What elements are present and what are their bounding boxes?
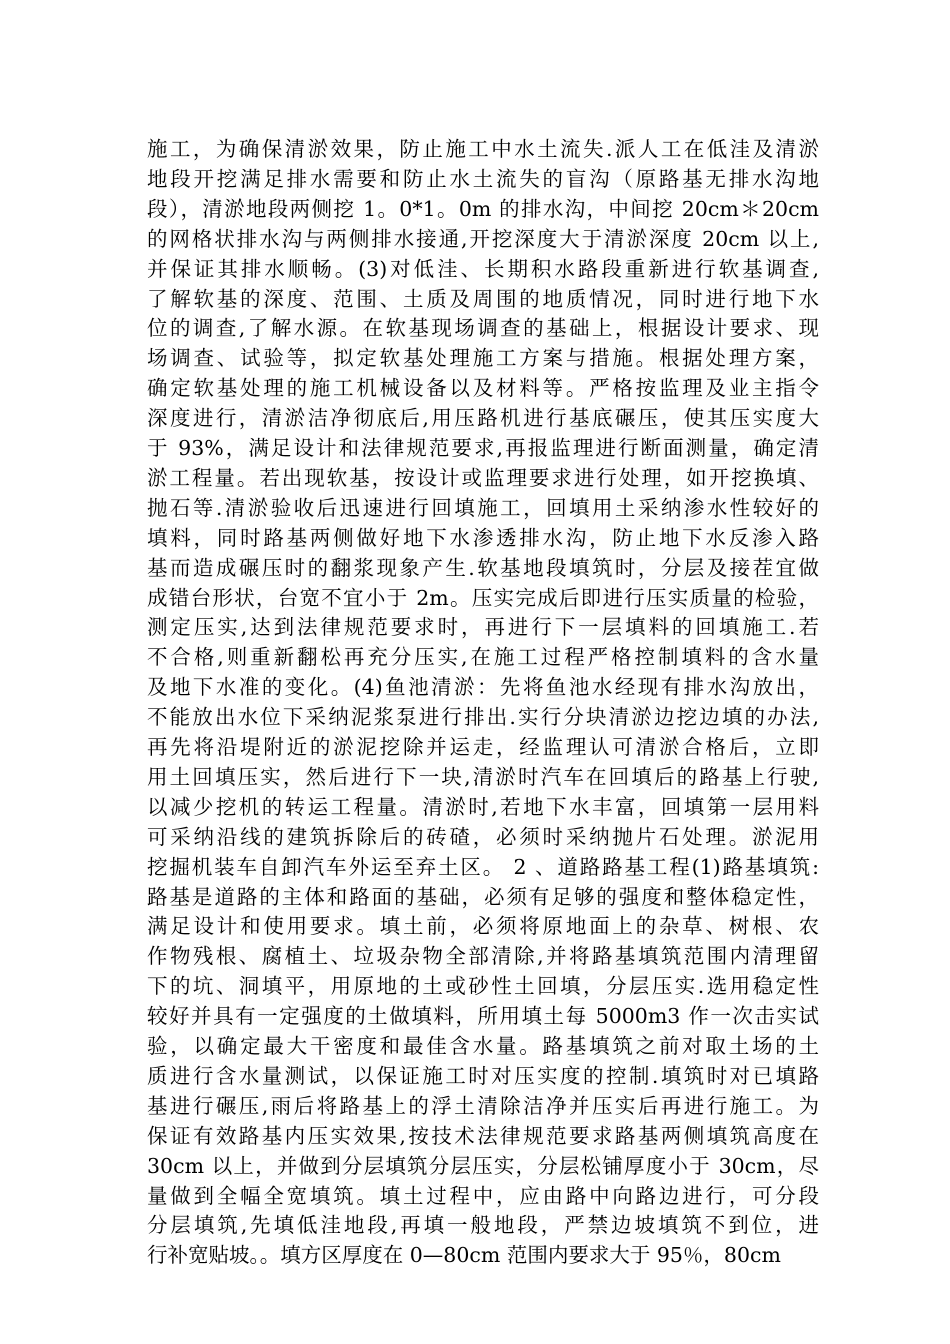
body-text-line: 测定压实,达到法律规范要求时，再进行下一层填料的回填施工.若 [147,615,819,640]
body-text-line: 分层填筑,先填低洼地段,再填一般地段，严禁边坡填筑不到位，进 [147,1213,819,1238]
body-text-line: 下的坑、洞填平，用原地的土或砂性土回填，分层压实.选用稳定性 [147,974,819,999]
body-text-line: 挖掘机装车自卸汽车外运至弃土区。 2 、道路路基工程(1)路基填筑: [147,854,819,879]
body-text-line: 较好并具有一定强度的土做填料，所用填土每 5000m3 作一次击实试 [147,1004,819,1029]
body-text-line: 施工，为确保清淤效果，防止施工中水土流失.派人工在低洼及清淤 [147,137,819,161]
body-text-line: 填料，同时路基两侧做好地下水渗透排水沟，防止地下水反渗入路 [147,525,819,550]
body-text-line: 段），清淤地段两侧挖 1。0*1。0m 的排水沟，中间挖 20cm＊20cm [147,196,819,221]
body-text-line: 及地下水准的变化。(4)鱼池清淤：先将鱼池水经现有排水沟放出， [147,675,819,700]
body-text-line: 不能放出水位下采纳泥浆泵进行排出.实行分块清淤边挖边填的办法, [147,705,819,730]
body-text-line: 的网格状排水沟与两侧排水接通,开挖深度大于清淤深度 20cm 以上, [147,226,819,251]
body-text-line: 于 93%，满足设计和法律规范要求,再报监理进行断面测量，确定清 [147,436,819,460]
body-text-line: 基而造成碾压时的翻浆现象产生.软基地段填筑时，分层及接茬宜做 [147,555,819,580]
body-text-line: 成错台形状，台宽不宜小于 2m。压实完成后即进行压实质量的检验， [147,585,819,610]
body-text-line: 满足设计和使用要求。填土前，必须将原地面上的杂草、树根、农 [147,914,819,939]
body-text-line: 质进行含水量测试，以保证施工时对压实度的控制.填筑时对已填路 [147,1063,819,1088]
body-text-line: 以减少挖机的转运工程量。清淤时,若地下水丰富，回填第一层用料 [147,794,819,819]
body-text-line: 作物残根、腐植土、垃圾杂物全部清除,并将路基填筑范围内清理留 [147,944,819,969]
body-text-line: 抛石等.清淤验收后迅速进行回填施工，回填用土采纳渗水性较好的 [147,495,819,520]
body-text-line: 确定软基处理的施工机械设备以及材料等。严格按监理及业主指令 [147,376,819,401]
body-text-line: 淤工程量。若出现软基，按设计或监理要求进行处理，如开挖换填、 [147,465,819,490]
body-text-line: 地段开挖满足排水需要和防止水土流失的盲沟（原路基无排水沟地 [147,166,819,191]
body-text-line: 再先将沿堤附近的淤泥挖除并运走，经监理认可清淤合格后，立即 [147,735,819,759]
body-text-line: 验，以确定最大干密度和最佳含水量。路基填筑之前对取土场的土 [147,1034,819,1058]
body-text-line: 并保证其排水顺畅。(3)对低洼、长期积水路段重新进行软基调查, [147,256,819,281]
body-text-line: 基进行碾压,雨后将路基上的浮土清除洁净并压实后再进行施工。为 [147,1093,819,1118]
body-text-line: 可采纳沿线的建筑拆除后的砖碴，必须时采纳抛片石处理。淤泥用 [147,824,819,849]
body-text-line: 量做到全幅全宽填筑。填土过程中，应由路中向路边进行，可分段 [147,1183,819,1208]
body-text-line: 场调查、试验等，拟定软基处理施工方案与措施。根据处理方案， [147,346,819,371]
body-text-line: 深度进行，清淤洁净彻底后,用压路机进行基底碾压，使其压实度大 [147,406,819,431]
body-text-line: 不合格,则重新翻松再充分压实,在施工过程严格控制填料的含水量 [147,645,819,670]
body-text-line: 了解软基的深度、范围、土质及周围的地质情况，同时进行地下水 [147,286,819,311]
body-text-line: 行补宽贴坡。。填方区厚度在 0—80cm 范围内要求大于 95％，80cm [147,1243,781,1268]
body-text-line: 30cm 以上，并做到分层填筑分层压实，分层松铺厚度小于 30cm，尽 [147,1153,819,1178]
body-text-line: 用土回填压实，然后进行下一块,清淤时汽车在回填后的路基上行驶, [147,764,819,789]
body-text-line: 保证有效路基内压实效果,按技术法律规范要求路基两侧填筑高度在 [147,1123,819,1148]
body-text-line: 路基是道路的主体和路面的基础，必须有足够的强度和整体稳定性， [147,884,819,909]
body-text-line: 位的调查,了解水源。在软基现场调查的基础上，根据设计要求、现 [147,316,819,341]
